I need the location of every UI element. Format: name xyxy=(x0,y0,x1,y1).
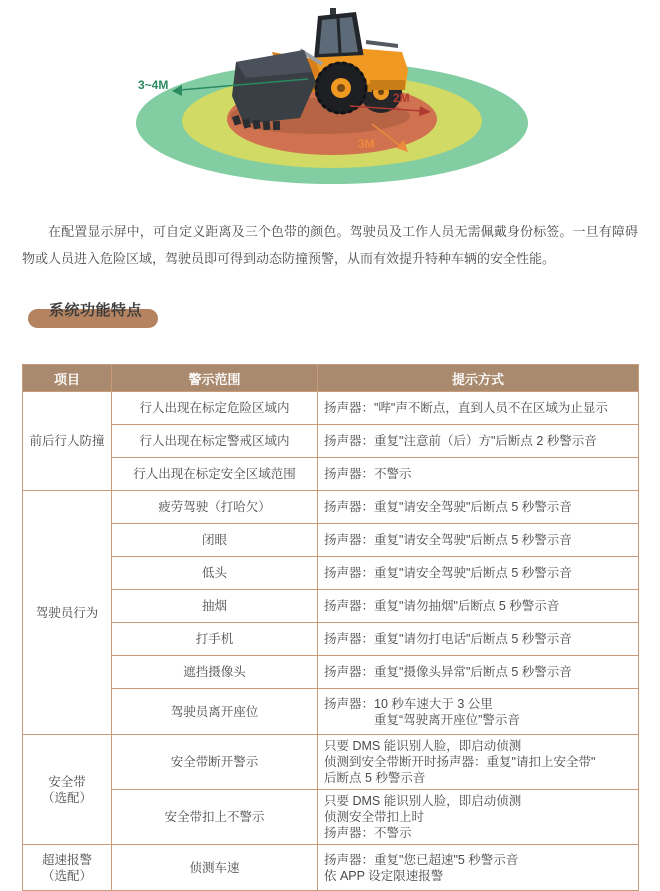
method-line: 扬声器：不警示 xyxy=(324,826,412,840)
method-line: 扬声器：不警示 xyxy=(324,467,412,481)
table-row xyxy=(23,656,639,689)
item-line: 超速报警 xyxy=(41,852,92,867)
table-row xyxy=(23,524,639,557)
range-cell: 低头 xyxy=(112,557,318,590)
method-cell xyxy=(318,524,639,557)
method-line: 重复“驾驶离开座位”警示音 xyxy=(324,712,520,727)
section-title xyxy=(28,298,142,324)
item-line: （选配） xyxy=(41,868,92,883)
method-cell xyxy=(318,425,639,458)
table-row xyxy=(23,790,639,845)
method-line: 扬声器："哔"声不断点，直到人员不在区域为止显示 xyxy=(324,401,608,415)
range-cell: 遮挡摄像头 xyxy=(112,656,318,689)
method-line: 侦测到安全带断开时扬声器：重复"请扣上安全带" xyxy=(324,755,596,769)
table-header-cell: 项目 xyxy=(23,365,112,392)
method-line: 后断点 5 秒警示音 xyxy=(324,771,426,785)
method-line: 扬声器：重复"摄像头异常"后断点 5 秒警示音 xyxy=(324,665,572,679)
table-row xyxy=(23,845,639,891)
table-row xyxy=(23,425,639,458)
method-cell xyxy=(318,790,639,845)
range-cell: 闭眼 xyxy=(112,524,318,557)
wheel-loader-illustration xyxy=(230,8,410,134)
method-line: 侦测安全带扣上时 xyxy=(324,810,425,824)
method-cell xyxy=(318,491,639,524)
section-title-block xyxy=(28,298,660,328)
table-row xyxy=(23,392,639,425)
method-line: 扬声器：重复"注意前（后）方"后断点 2 秒警示音 xyxy=(324,434,597,448)
range-cell: 侦测车速 xyxy=(112,845,318,891)
header-row xyxy=(23,365,639,392)
item-line: 前后行人防撞 xyxy=(29,434,105,448)
table-row xyxy=(23,458,639,491)
method-line: 依 APP 设定限速报警 xyxy=(324,868,444,883)
range-cell: 行人出现在标定警戒区域内 xyxy=(112,425,318,458)
item-cell xyxy=(23,491,112,735)
table-row xyxy=(23,689,639,735)
section-title-text: 系统功能特点 xyxy=(49,302,143,319)
features-table xyxy=(22,364,639,891)
range-cell: 行人出现在标定安全区域范围 xyxy=(112,458,318,491)
method-cell xyxy=(318,392,639,425)
item-line: （选配） xyxy=(41,790,92,805)
range-cell: 行人出现在标定危险区域内 xyxy=(112,392,318,425)
table-row xyxy=(23,491,639,524)
item-cell xyxy=(23,735,112,845)
method-line: 扬声器：重复"请安全驾驶"后断点 5 秒警示音 xyxy=(324,500,572,514)
method-line: 扬声器：重复"请安全驾驶"后断点 5 秒警示音 xyxy=(324,533,572,547)
features-table-body xyxy=(23,392,639,891)
item-cell xyxy=(23,392,112,491)
method-cell xyxy=(318,689,639,735)
method-cell xyxy=(318,656,639,689)
method-line: 扬声器：重复"请勿抽烟"后断点 5 秒警示音 xyxy=(324,599,560,613)
range-cell: 安全带断开警示 xyxy=(112,735,318,790)
table-header-cell: 提示方式 xyxy=(318,365,639,392)
method-line: 扬声器：10 秒车速大于 3 公里 xyxy=(324,696,493,711)
table-row xyxy=(23,557,639,590)
method-cell xyxy=(318,623,639,656)
method-cell xyxy=(318,458,639,491)
item-cell xyxy=(23,845,112,891)
method-cell xyxy=(318,845,639,891)
method-cell xyxy=(318,557,639,590)
table-header-cell: 警示范围 xyxy=(112,365,318,392)
features-table-head xyxy=(23,365,639,392)
table-row xyxy=(23,590,639,623)
table-row xyxy=(23,623,639,656)
range-cell: 疲劳驾驶（打哈欠） xyxy=(112,491,318,524)
outer-distance-label: 3~4M xyxy=(138,78,169,92)
detection-zone-illustration xyxy=(0,0,660,205)
method-line: 扬声器：重复"请勿打电话"后断点 5 秒警示音 xyxy=(324,632,572,646)
inner-distance-label: 2M xyxy=(393,91,410,105)
method-line: 扬声器：重复"您已超速"5 秒警示音 xyxy=(324,852,519,867)
method-cell xyxy=(318,590,639,623)
middle-distance-label: 3M xyxy=(358,137,375,151)
item-line: 安全带 xyxy=(48,774,86,789)
range-cell: 打手机 xyxy=(112,623,318,656)
method-line: 只要 DMS 能识别人脸，即启动侦测 xyxy=(324,794,522,808)
method-line: 只要 DMS 能识别人脸，即启动侦测 xyxy=(324,739,522,753)
range-cell: 驾驶员离开座位 xyxy=(112,689,318,735)
table-row xyxy=(23,735,639,790)
range-cell: 抽烟 xyxy=(112,590,318,623)
range-cell: 安全带扣上不警示 xyxy=(112,790,318,845)
method-cell xyxy=(318,735,639,790)
intro-paragraph: 在配置显示屏中，可自定义距离及三个色带的颜色。驾驶员及工作人员无需佩戴身份标签。一旦有障碍物或人员进入危险区域，驾驶员即可得到动态防撞预警，从而有效提升特种车辆的安全性能。 xyxy=(22,224,638,266)
method-line: 扬声器：重复"请安全驾驶"后断点 5 秒警示音 xyxy=(324,566,572,580)
item-line: 驾驶员行为 xyxy=(35,605,99,620)
